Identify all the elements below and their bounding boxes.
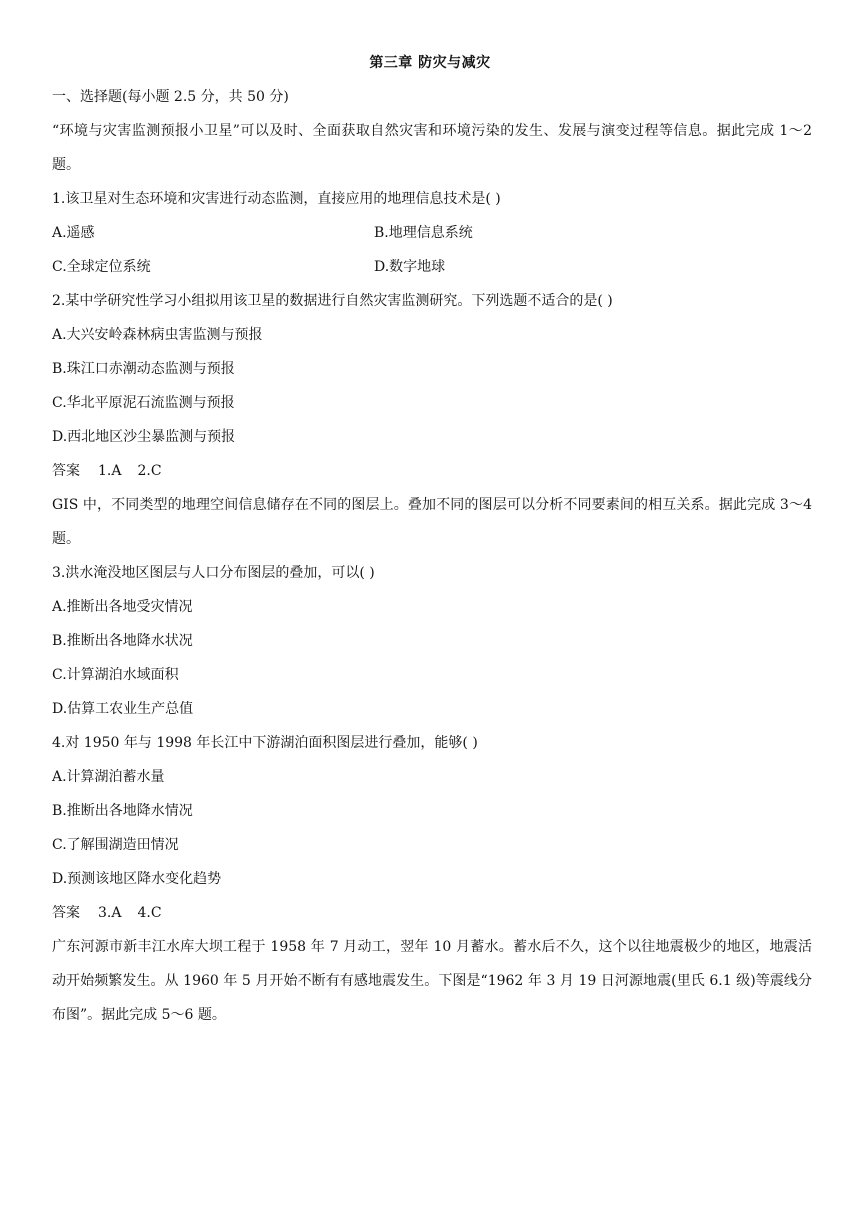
q3-option-a: A.推断出各地受灾情况 bbox=[52, 599, 193, 615]
q1-option-b: B.地理信息系统 bbox=[374, 225, 473, 241]
q2-option-d: D.西北地区沙尘暴监测与预报 bbox=[52, 429, 236, 445]
q1-option-c: C.全球定位系统 bbox=[52, 259, 151, 275]
q4-option-d: D.预测该地区降水变化趋势 bbox=[52, 871, 222, 887]
q4-option-c: C.了解围湖造田情况 bbox=[52, 837, 179, 853]
q4-option-a: A.计算湖泊蓄水量 bbox=[52, 769, 165, 785]
q2-option-c: C.华北平原泥石流监测与预报 bbox=[52, 395, 235, 411]
q1-option-a: A.遥感 bbox=[52, 225, 95, 241]
group1-stem: “环境与灾害监测预报小卫星”可以及时、全面获取自然灾害和环境污染的发生、发展与演变过程等信息。据此完成 1～2 题。 bbox=[52, 123, 812, 173]
answer-label: 答案 bbox=[52, 905, 80, 921]
answer-label: 答案 bbox=[52, 463, 80, 479]
answer-2: 2.C bbox=[137, 463, 162, 479]
section-heading: 一、选择题(每小题 2.5 分，共 50 分) bbox=[52, 89, 289, 105]
q3-option-c: C.计算湖泊水域面积 bbox=[52, 667, 179, 683]
q3-option-d: D.估算工农业生产总值 bbox=[52, 701, 194, 717]
q4-option-b: B.推断出各地降水情况 bbox=[52, 803, 193, 819]
answer-4: 4.C bbox=[137, 905, 162, 921]
group2-stem: GIS 中，不同类型的地理空间信息储存在不同的图层上。叠加不同的图层可以分析不同要素间的相互关系。据此完成 3～4 题。 bbox=[52, 497, 812, 547]
question-1-options-row-1 bbox=[52, 216, 812, 250]
question-4: 4.对 1950 年与 1998 年长江中下游湖泊面积图层进行叠加，能够( ) bbox=[52, 735, 478, 751]
question-1-options-row-2 bbox=[52, 250, 812, 284]
q2-option-b: B.珠江口赤潮动态监测与预报 bbox=[52, 361, 235, 377]
question-2: 2.某中学研究性学习小组拟用该卫星的数据进行自然灾害监测研究。下列选题不适合的是( ) bbox=[52, 293, 613, 309]
q1-option-d: D.数字地球 bbox=[374, 259, 446, 275]
q3-option-b: B.推断出各地降水状况 bbox=[52, 633, 193, 649]
answer-1: 1.A bbox=[98, 463, 122, 479]
answer-line-1 bbox=[52, 454, 812, 488]
question-3: 3.洪水淹没地区图层与人口分布图层的叠加，可以( ) bbox=[52, 565, 375, 581]
document-body bbox=[52, 80, 812, 1032]
chapter-title: 第三章 防灾与减灾 bbox=[369, 55, 491, 71]
answer-3: 3.A bbox=[98, 905, 122, 921]
group3-stem: 广东河源市新丰江水库大坝工程于 1958 年 7 月动工，翌年 10 月蓄水。蓄水后不久，这个以往地震极少的地区，地震活动开始频繁发生。从 1960 年 5 月开始不断有有感地震发生。下图是“1962 年 3 月 19 日河源地震(里氏 6.1 级)等震线分布图”。据此完成 5～6 题。 bbox=[52, 939, 812, 1023]
answer-line-2 bbox=[52, 896, 812, 930]
question-1: 1.该卫星对生态环境和灾害进行动态监测，直接应用的地理信息技术是( ) bbox=[52, 191, 501, 207]
q2-option-a: A.大兴安岭森林病虫害监测与预报 bbox=[52, 327, 263, 343]
